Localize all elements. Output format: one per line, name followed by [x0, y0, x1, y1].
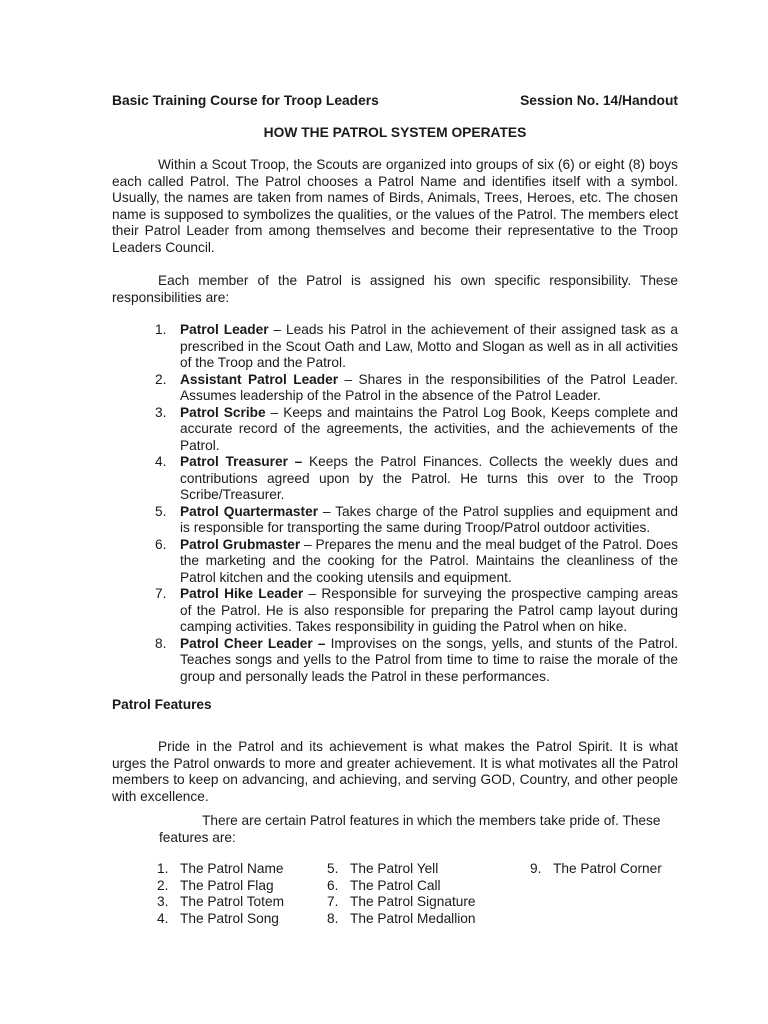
- feature-label: The Patrol Song: [180, 910, 279, 926]
- list-item: [134, 504, 678, 537]
- features-column: [530, 861, 662, 878]
- role-name: Assistant Patrol Leader: [180, 371, 339, 387]
- list-item: [134, 636, 678, 686]
- feature-label: The Patrol Name: [180, 861, 284, 876]
- list-number: 5.: [327, 861, 339, 876]
- list-item: [134, 322, 678, 372]
- course-title: Basic Training Course for Troop Leaders: [112, 93, 379, 108]
- list-number: 3.: [155, 404, 167, 420]
- list-item: [157, 861, 284, 878]
- list-item: [327, 861, 476, 878]
- pride-text: Pride in the Patrol and its achievement is what makes the Patrol Spirit. It is what urges the Patrol onwards to more and greater achievement. It is what motivates all the Patrol members to keep on advancing, and achieving, and serving GOD, Country, and other people with excellence.: [112, 739, 678, 804]
- list-number: 3.: [157, 894, 169, 909]
- list-number: 9.: [530, 861, 542, 876]
- role-description: – Keeps and maintains the Patrol Log Book, Keeps complete and accurate record of the agreements, the activities, and the achievements of the Patrol.: [180, 404, 679, 453]
- list-item: [157, 878, 284, 895]
- list-number: 1.: [157, 861, 169, 876]
- list-item: [157, 894, 284, 911]
- list-item: [134, 586, 678, 636]
- section-heading: Patrol Features: [112, 697, 212, 712]
- role-description: – Leads his Patrol in the achievement of their assigned task as a prescribed in the Scout Oath and Law, Motto and Slogan as well as in all activities of the Troop and the Patrol.: [180, 322, 679, 370]
- intro-paragraph: [112, 157, 678, 256]
- role-name: Patrol Cheer Leader –: [180, 635, 326, 651]
- role-description: Improvises on the songs, yells, and stunts of the Patrol. Teaches songs and yells to the Patrol from time to time to raise the morale of the group and personally leads the Patrol in these performances.: [180, 635, 678, 684]
- feature-label: The Patrol Corner: [553, 861, 662, 876]
- list-item: [327, 911, 476, 928]
- features-intro-paragraph: [159, 813, 678, 846]
- list-number: 1.: [155, 322, 167, 337]
- document-title: HOW THE PATROL SYSTEM OPERATES: [263, 125, 527, 140]
- feature-label: The Patrol Medallion: [350, 910, 476, 926]
- responsibility-text: Each member of the Patrol is assigned his own specific responsibility. These responsibilities are:: [112, 273, 678, 305]
- list-number: 6.: [327, 877, 339, 893]
- list-item: [134, 372, 678, 405]
- role-name: Patrol Hike Leader: [180, 586, 304, 601]
- list-number: 8.: [155, 635, 167, 651]
- role-description: – Shares in the responsibilities of the Patrol Leader. Assumes leadership of the Patrol in the absence of the Patrol Leader.: [180, 371, 678, 403]
- intro-text: Within a Scout Troop, the Scouts are organized into groups of six (6) or eight (8) boys each called Patrol. The Patrol chooses a Patrol Name and identifies itself with a symbol. Usually, the names are taken from names of Birds, Animals, Trees, Heroes, etc. The chosen name is supposed to symbolizes the qualities, or the values of the Patrol. The members elect their Patrol Leader from among themselves and become their representative to the Troop Leaders Council.: [112, 157, 678, 255]
- feature-label: The Patrol Call: [350, 877, 441, 893]
- role-name: Patrol Scribe: [180, 404, 266, 420]
- responsibility-paragraph: [112, 273, 678, 306]
- list-item: [157, 911, 284, 928]
- role-name: Patrol Quartermaster: [180, 503, 319, 519]
- feature-label: The Patrol Flag: [180, 877, 274, 893]
- feature-label: The Patrol Totem: [180, 894, 284, 909]
- session-label: Session No. 14/Handout: [520, 93, 678, 108]
- list-number: 7.: [327, 894, 339, 909]
- responsibilities-list: [134, 322, 678, 685]
- list-item: [327, 878, 476, 895]
- list-number: 4.: [155, 454, 167, 469]
- list-number: 4.: [157, 910, 169, 926]
- role-name: Patrol Leader: [180, 322, 269, 337]
- feature-label: The Patrol Yell: [350, 861, 439, 876]
- list-item: [134, 454, 678, 504]
- list-number: 8.: [327, 910, 339, 926]
- features-intro-text: There are certain Patrol features in which the members take pride of. These features are:: [159, 813, 661, 845]
- features-column: [327, 861, 476, 927]
- role-name: Patrol Treasurer –: [180, 454, 303, 469]
- list-number: 2.: [155, 371, 167, 387]
- role-description: – Responsible for surveying the prospective camping areas of the Patrol. He is also responsible for preparing the Patrol camp layout during camping activities. Takes responsibility in guiding the Patrol when on hike.: [180, 586, 678, 634]
- list-item: [327, 894, 476, 911]
- role-description: – Takes charge of the Patrol supplies and equipment and is responsible for transporting the same during Troop/Patrol outdoor activities.: [180, 503, 678, 535]
- list-item: [134, 405, 678, 455]
- features-column: [157, 861, 284, 927]
- feature-label: The Patrol Signature: [350, 894, 476, 909]
- list-number: 7.: [155, 586, 167, 601]
- list-item: [530, 861, 662, 878]
- role-description: – Prepares the menu and the meal budget of the Patrol. Does the marketing and the cooking for the Patrol. Maintains the cleanliness of the Patrol kitchen and the cooking utensils and equipment.: [180, 536, 678, 585]
- list-number: 2.: [157, 877, 169, 893]
- role-description: Keeps the Patrol Finances. Collects the weekly dues and contributions agreed upon by the Patrol. He turns this over to the Troop Scribe/Treasurer.: [180, 454, 678, 502]
- list-number: 5.: [155, 503, 167, 519]
- pride-paragraph: [112, 739, 678, 805]
- role-name: Patrol Grubmaster: [180, 536, 301, 552]
- list-number: 6.: [155, 536, 167, 552]
- list-item: [134, 537, 678, 587]
